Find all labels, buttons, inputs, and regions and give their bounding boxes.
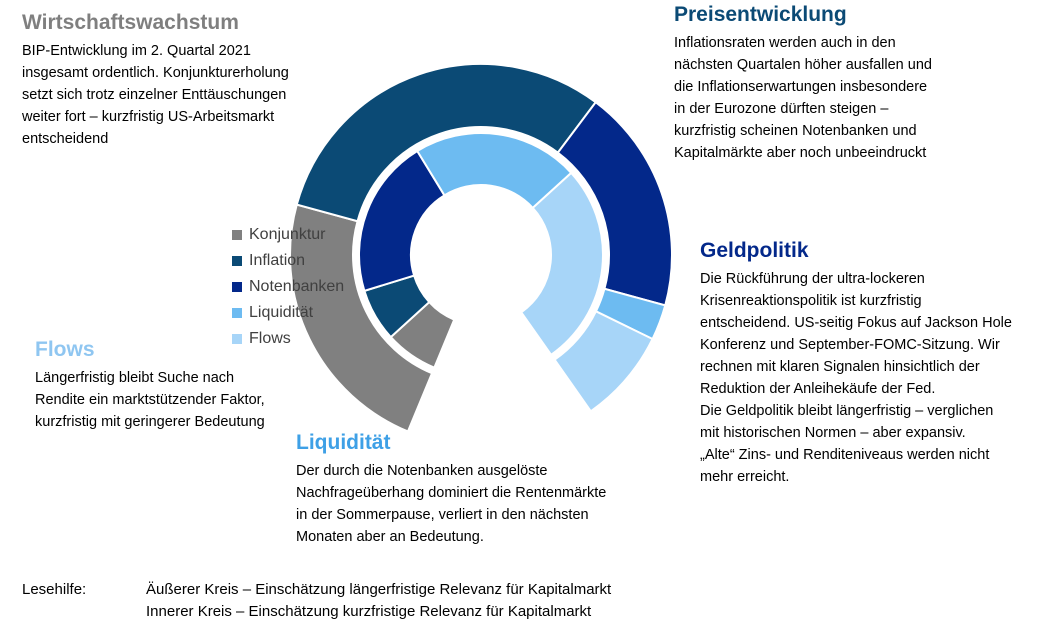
legend-label: Liquidität xyxy=(249,304,314,321)
section-title: Flows xyxy=(35,338,95,361)
legend-label: Notenbanken xyxy=(249,278,345,295)
legend-item-konjunktur xyxy=(232,222,344,248)
section-preisentwicklung xyxy=(674,2,932,164)
legend-swatch xyxy=(232,282,242,292)
section-liquiditaet xyxy=(296,430,606,548)
section-geldpolitik xyxy=(700,238,1012,488)
section-text: Inflationsraten werden auch in den nächsten Quartalen höher ausfallen und die Inflationserwartungen insbesondere in der Eurozone dürften steigen – kurzfristig scheinen Notenbanken und Kapitalmärkte aber noch unbeeindruckt xyxy=(674,35,932,161)
section-text: BIP-Entwicklung im 2. Quartal 2021 insgesamt ordentlich. Konjunkturerholung setzt sich trotz einzelner Enttäuschungen weiter fort – kurzfristig US-Arbeitsmarkt entscheidend xyxy=(22,43,289,147)
chart-legend xyxy=(232,222,344,352)
legend-item-notenbanken xyxy=(232,274,344,300)
legend-swatch xyxy=(232,256,242,266)
section-title: Liquidität xyxy=(296,431,391,454)
reading-guide xyxy=(22,579,611,623)
legend-label: Inflation xyxy=(249,252,306,269)
reading-guide-label: Lesehilfe: xyxy=(22,581,87,598)
section-title: Preisentwicklung xyxy=(674,3,847,26)
section-text: Die Rückführung der ultra-lockeren Krisenreaktionspolitik ist kurzfristig entscheidend. US-seitig Fokus auf Jackson Hole Konferenz und September-FOMC-Sitzung. Wir rechnen mit klaren Signalen hinsichtlich der Reduktion der Anleihekäufe der Fed. Die Geldpolitik bleibt längerfristig – verglichen mit historischen Normen – aber expansiv. „Alte“ Zins- und Renditeniveaus werden nicht mehr erreicht. xyxy=(700,271,1012,485)
section-text: Der durch die Notenbanken ausgelöste Nachfrageüberhang dominiert die Rentenmärkte in der Sommerpause, verliert in den nächsten Monaten aber an Bedeutung. xyxy=(296,463,607,545)
section-title: Wirtschaftswachstum xyxy=(22,11,239,34)
section-title: Geldpolitik xyxy=(700,239,809,262)
legend-swatch xyxy=(232,308,242,318)
legend-swatch xyxy=(232,334,242,344)
reading-guide-outer: Äußerer Kreis – Einschätzung längerfristige Relevanz für Kapitalmarkt xyxy=(146,581,612,598)
reading-guide-row xyxy=(22,601,611,623)
reading-guide-row xyxy=(22,579,611,601)
reading-guide-spacer xyxy=(22,601,146,623)
section-wirtschaftswachstum xyxy=(22,10,289,150)
section-text: Längerfristig bleibt Suche nach Rendite ein marktstützender Faktor, kurzfristig mit geringerer Bedeutung xyxy=(35,370,265,430)
reading-guide-inner: Innerer Kreis – Einschätzung kurzfristige Relevanz für Kapitalmarkt xyxy=(146,603,592,620)
legend-swatch xyxy=(232,230,242,240)
legend-label: Konjunktur xyxy=(249,226,326,243)
section-flows xyxy=(35,337,265,433)
legend-item-liquiditaet xyxy=(232,300,344,326)
legend-item-flows xyxy=(232,326,344,352)
legend-label: Flows xyxy=(249,330,291,347)
legend-item-inflation xyxy=(232,248,344,274)
